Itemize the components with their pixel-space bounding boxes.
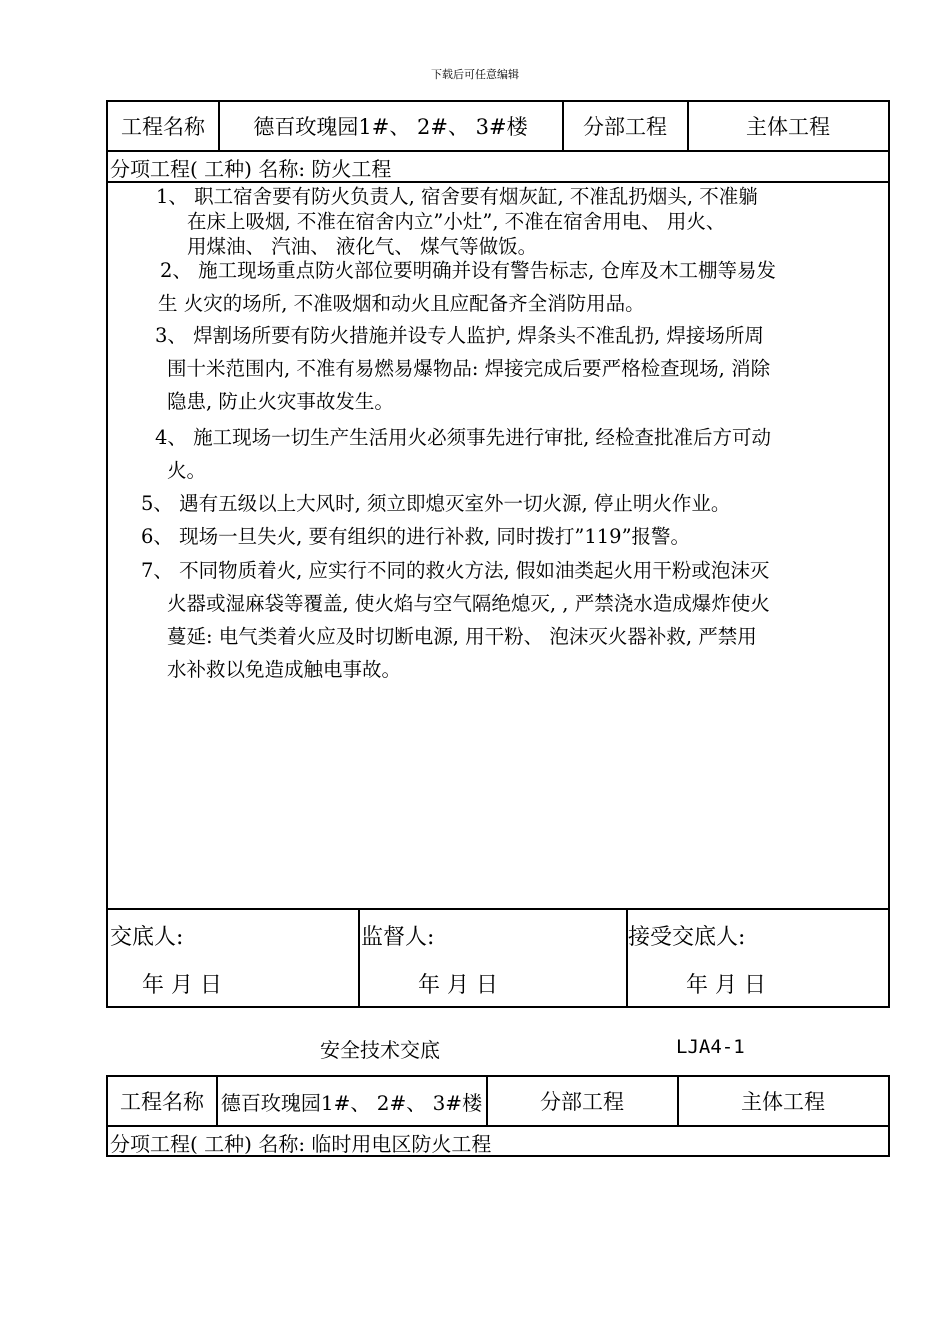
division-value: 主体工程 — [746, 115, 830, 139]
division-value-2: 主体工程 — [741, 1090, 825, 1114]
card2-code: LJA4-1 — [676, 1036, 745, 1058]
supervisor-date: 年 月 日 — [418, 973, 498, 998]
division-label-2: 分部工程 — [540, 1090, 624, 1114]
project-name-label: 工程名称 — [121, 115, 205, 139]
header-note: 下载后可任意编辑 — [431, 68, 519, 81]
subitem-label: 分项工程( 工种) 名称: 防火工程 — [110, 157, 392, 181]
receiver-date: 年 月 日 — [686, 973, 766, 998]
item-2: 2、 施工现场重点防火部位要明确并设有警告标志, 仓库及木工棚等易发 生 火灾的场所, 不准吸烟和动火且应配备齐全消防用品。 — [158, 259, 777, 315]
discloser-label: 交底人: — [110, 925, 184, 950]
disclosure-table — [106, 100, 890, 1008]
item-7: 7、 不同物质着火, 应实行不同的救火方法, 假如油类起火用干粉或泡沫灭 火器或湿麻袋等覆盖, 使火焰与空气隔绝熄灭, , 严禁浇水造成爆炸使火 蔓延: 电气类着火应及时切断电源, 用干粉、 泡沫灭火器补救, 严禁用 水补救以免造成触电事故。 — [141, 559, 770, 681]
project-name-label-2: 工程名称 — [120, 1090, 204, 1114]
subitem-label-2: 分项工程( 工种) 名称: 临时用电区防火工程 — [110, 1132, 492, 1156]
item-3: 3、 焊割场所要有防火措施并设专人监护, 焊条头不准乱扔, 焊接场所周 围十米范围内, 不准有易燃易爆物品: 焊接完成后要严格检查现场, 消除 隐患, 防止火灾事故发生。 — [155, 324, 771, 413]
item-4: 4、 施工现场一切生产生活用火必须事先进行审批, 经检查批准后方可动 火。 — [155, 426, 772, 482]
project-name-value: 德百玫瑰园1#、 2#、 3#楼 — [253, 115, 528, 139]
project-name-value-2: 德百玫瑰园1#、 2#、 3#楼 — [220, 1090, 483, 1115]
discloser-date: 年 月 日 — [142, 973, 222, 998]
supervisor-label: 监督人: — [361, 925, 435, 950]
item-6: 6、 现场一旦失火, 要有组织的进行补救, 同时拨打”119”报警。 — [141, 525, 691, 548]
division-label: 分部工程 — [583, 115, 667, 139]
receiver-label: 接受交底人: — [628, 925, 746, 950]
item-5: 5、 遇有五级以上大风时, 须立即熄灭室外一切火源, 停止明火作业。 — [141, 492, 731, 515]
disclosure-table-2 — [106, 1075, 890, 1157]
card2-title: 安全技术交底 — [320, 1038, 440, 1062]
item-1: 1、 职工宿舍要有防火负责人, 宿舍要有烟灰缸, 不准乱扔烟头, 不准躺 在床上吸烟, 不准在宿舍内立”小灶”, 不准在宿舍用电、 用火、 用煤油、 汽油、 液化气、 煤气等做饭。 — [156, 185, 758, 258]
